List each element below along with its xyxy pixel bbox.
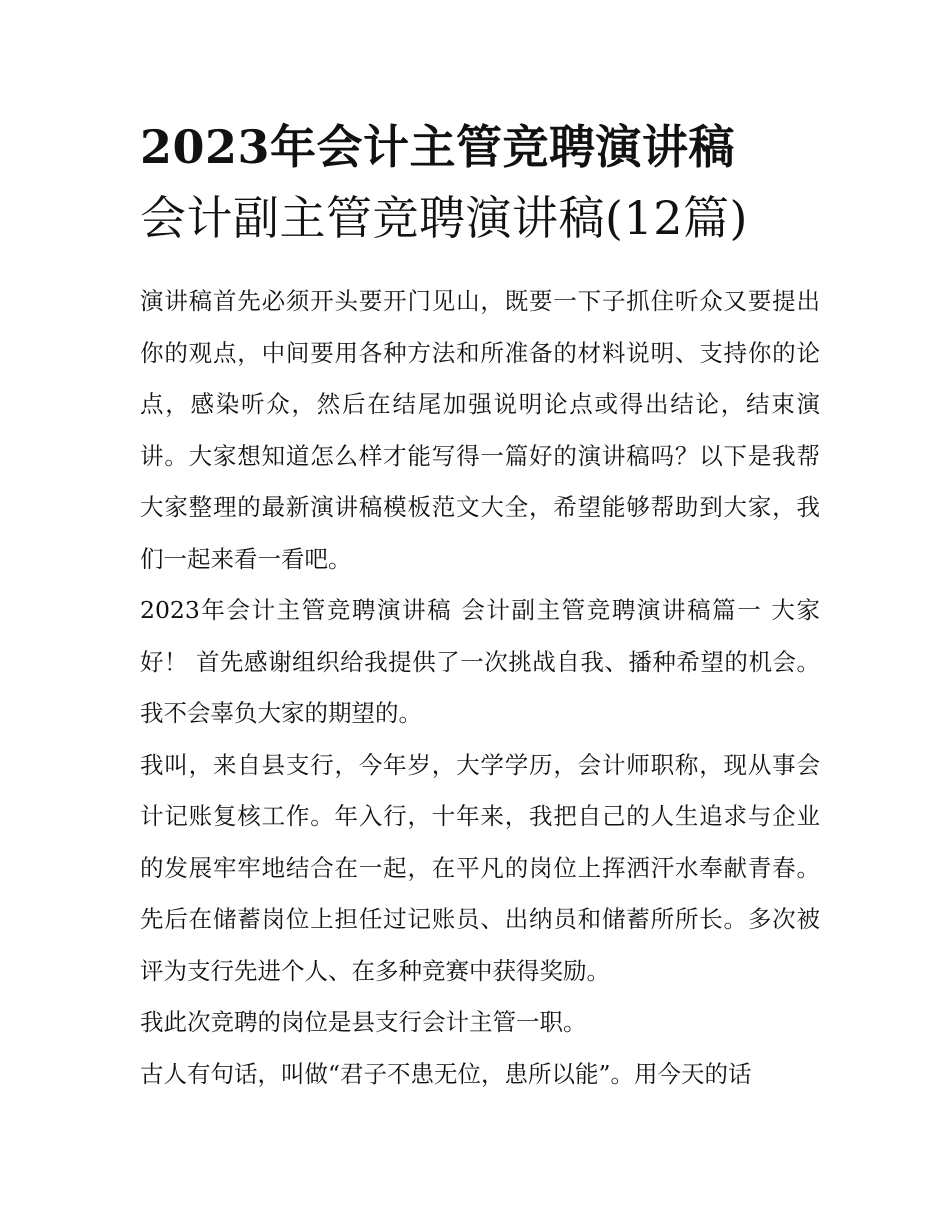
title-line-2: 会计副主管竞聘演讲稿(12篇) — [140, 191, 748, 245]
document-page — [140, 112, 820, 1100]
paragraph-self-introduction: 我叫，来自县支行，今年岁，大学学历，会计师职称，现从事会计记账复核工作。年入行，十年来，我把自己的人生追求与企业的发展牢牢地结合在一起，在平凡的岗位上挥洒汗水奉献青春。先后在储蓄岗位上担任过记账员、出纳员和储蓄所所长。多次被评为支行先进个人、在多种竞赛中获得奖励。 — [140, 750, 820, 985]
document-title — [140, 112, 820, 254]
paragraph-greeting: 2023年会计主管竞聘演讲稿 会计副主管竞聘演讲稿篇一 大家好！ 首先感谢组织给我提供了一次挑战自我、播种希望的机会。我不会辜负大家的期望的。 — [140, 596, 820, 727]
paragraph-intro: 演讲稿首先必须开头要开门见山，既要一下子抓住听众又要提出你的观点，中间要用各种方法和所准备的材料说明、支持你的论点，感染听众，然后在结尾加强说明论点或得出结论，结束演讲。大家想知道怎么样才能写得一篇好的演讲稿吗？以下是我帮大家整理的最新演讲稿模板范文大全，希望能够帮助到大家，我们一起来看一看吧。 — [140, 287, 820, 573]
paragraph-position: 我此次竞聘的岗位是县支行会计主管一职。 — [140, 1008, 587, 1036]
title-line-1: 2023年会计主管竞聘演讲稿 — [140, 120, 736, 174]
paragraph-quote: 古人有句话，叫做“君子不患无位，患所以能”。用今天的话 — [140, 1059, 752, 1088]
